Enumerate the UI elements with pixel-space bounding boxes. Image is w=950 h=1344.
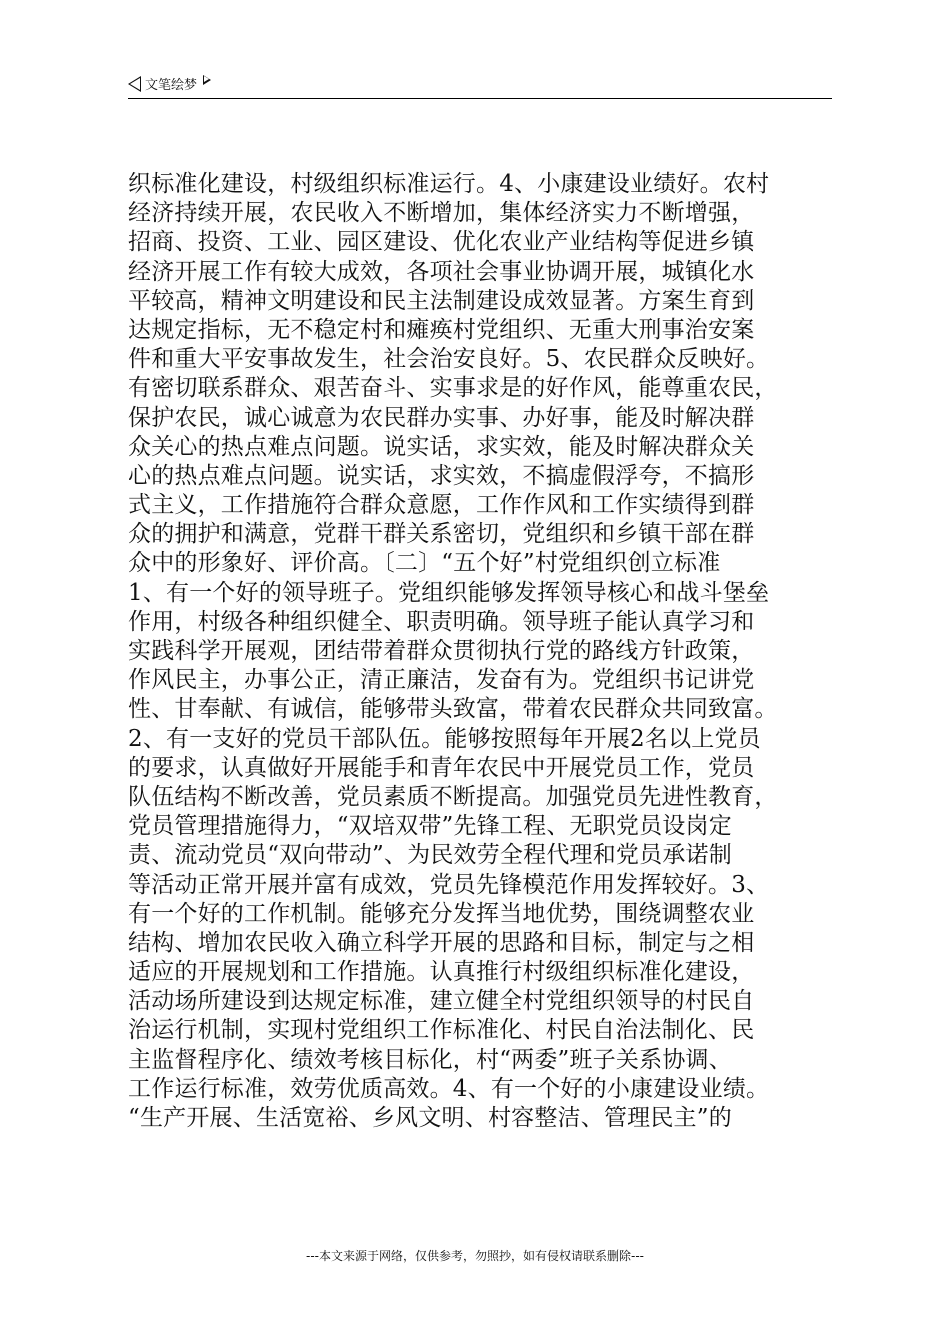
left-triangle-icon (128, 76, 141, 92)
body-line: 众关心的热点难点问题。说实话，求实效，能及时解决群众关 (128, 433, 755, 460)
body-line: 经济开展工作有较大成效，各项社会事业协调开展，城镇化水 (128, 258, 755, 285)
footer-notice: ---本文来源于网络，仅供参考，勿照抄，如有侵权请联系删除--- (306, 1249, 644, 1263)
body-line: 众的拥护和满意，党群干群关系密切，党组织和乡镇干部在群 (128, 521, 755, 548)
body-line: 等活动正常开展并富有成效，党员先锋模范作用发挥较好。3、 (128, 871, 770, 898)
body-line: 有密切联系群众、艰苦奋斗、实事求是的好作风，能尊重农民， (128, 375, 778, 402)
body-line: 治运行机制，实现村党组织工作标准化、村民自治法制化、民 (128, 1017, 755, 1044)
body-line: 众中的形象好、评价高。〔二〕“五个好”村党组织创立标准 (128, 550, 721, 577)
body-line: 2、有一支好的党员干部队伍。能够按照每年开展2名以上党员 (128, 725, 761, 752)
body-line: 结构、增加农民收入确立科学开展的思路和目标，制定与之相 (128, 929, 755, 956)
body-line: 队伍结构不断改善，党员素质不断提高。加强党员先进性教育， (128, 783, 778, 810)
body-line: 党员管理措施得力，“双培双带”先锋工程、无职党员设岗定 (128, 813, 732, 840)
body-line: 有一个好的工作机制。能够充分发挥当地优势，围绕调整农业 (128, 900, 755, 927)
body-line: 主监督程序化、绩效考核目标化，村“两委”班子关系协调、 (128, 1046, 732, 1073)
body-line: 的要求，认真做好开展能手和青年农民中开展党员工作，党员 (128, 754, 755, 781)
body-line: “生产开展、生活宽裕、乡风文明、村容整洁、管理民主”的 (128, 1105, 732, 1131)
body-line: 活动场所建设到达规定标准，建立健全村党组织领导的村民自 (128, 988, 755, 1015)
body-line: 心的热点难点问题。说实话，求实效，不搞虚假浮夸，不搞形 (128, 462, 755, 489)
body-line: 作用，村级各种组织健全、职责明确。领导班子能认真学习和 (128, 608, 755, 635)
body-line: 性、甘奉献、有诚信，能够带头致富，带着农民群众共同致富。 (128, 696, 778, 723)
body-line: 经济持续开展，农民收入不断增加，集体经济实力不断增强， (128, 200, 755, 227)
page-footer (0, 1247, 950, 1264)
right-triangle-icon (203, 75, 211, 85)
document-body (128, 170, 834, 1133)
body-line: 责、流动党员“双向带动”、为民效劳全程代理和党员承诺制 (128, 842, 732, 869)
body-line: 达规定指标，无不稳定村和瘫痪村党组织、无重大刑事治安案 (128, 316, 755, 343)
body-line: 适应的开展规划和工作措施。认真推行村级组织标准化建设， (128, 959, 755, 986)
brand-logo (128, 74, 211, 93)
body-line: 工作运行标准，效劳优质高效。4、有一个好的小康建设业绩。 (128, 1075, 770, 1102)
body-line: 作风民主，办事公正，清正廉洁，发奋有为。党组织书记讲党 (128, 667, 755, 694)
body-line: 织标准化建设，村级组织标准运行。4、小康建设业绩好。农村 (128, 171, 770, 197)
body-line: 1、有一个好的领导班子。党组织能够发挥领导核心和战斗堡垒 (128, 579, 770, 606)
body-line: 式主义，工作措施符合群众意愿，工作作风和工作实绩得到群 (128, 492, 755, 519)
body-line: 平较高，精神文明建设和民主法制建设成效显著。方案生育到 (128, 287, 755, 314)
body-line: 实践科学开展观，团结带着群众贯彻执行党的路线方针政策， (128, 638, 755, 664)
page-header (128, 72, 832, 99)
body-line: 招商、投资、工业、园区建设、优化农业产业结构等促进乡镇 (128, 229, 755, 256)
body-line: 件和重大平安事故发生，社会治安良好。5、农民群众反映好。 (128, 346, 770, 373)
body-line: 保护农民，诚心诚意为农民群办实事、办好事，能及时解决群 (128, 404, 755, 431)
brand-name: 文笔绘梦 (145, 78, 198, 93)
